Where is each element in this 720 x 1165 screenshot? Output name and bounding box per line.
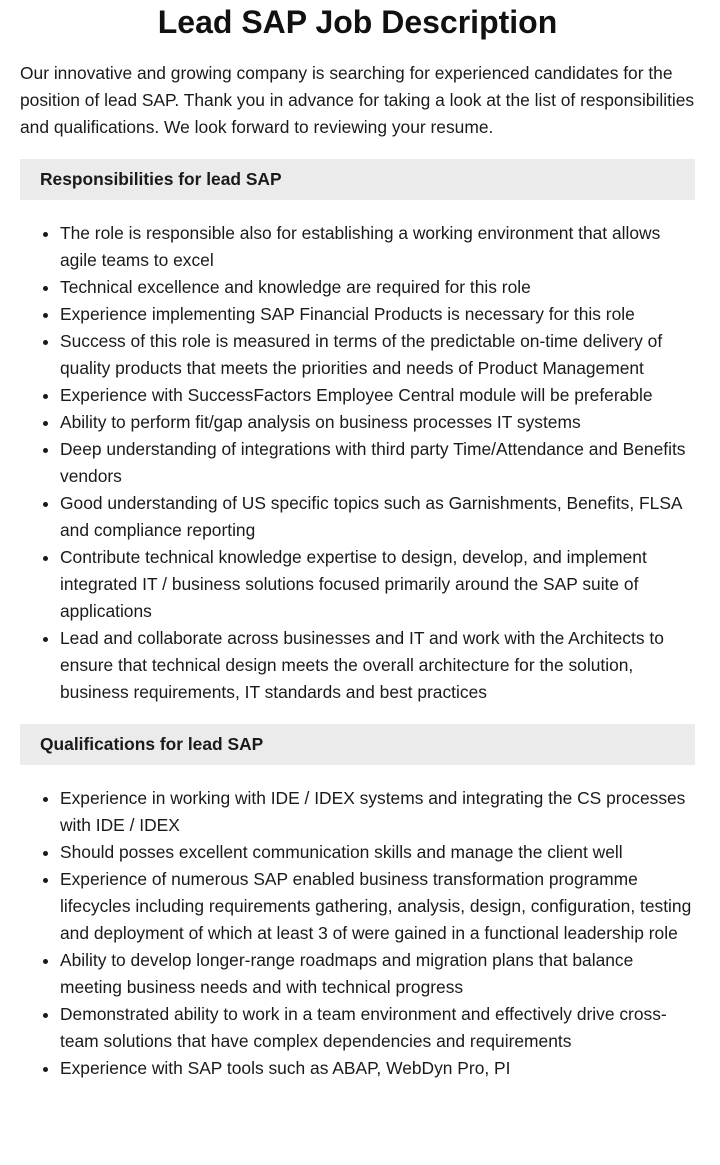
list-item: • Lead and collaborate across businesses and IT and work with the Architects to ensure that technical design meets the overall architecture for the solution, business requirements, IT standards and best practices [60,625,695,706]
page-title: Lead SAP Job Description [157,4,558,40]
intro-paragraph: Our innovative and growing company is searching for experienced candidates for the position of lead SAP. Thank you in advance for taking a look at the list of responsibilities and qualifications. We look forward to reviewing your resume. [20,63,695,137]
qualifications-list [20,785,695,1082]
list-item: • Success of this role is measured in terms of the predictable on-time delivery of quality products that meets the priorities and needs of Product Management [60,328,695,382]
list-item: • The role is responsible also for establishing a working environment that allows agile teams to excel [60,220,695,274]
responsibilities-heading: Responsibilities for lead SAP [20,159,695,200]
list-item: • Should posses excellent communication skills and manage the client well [60,839,695,866]
list-item: • Ability to perform fit/gap analysis on business processes IT systems [60,409,695,436]
list-item: • Ability to develop longer-range roadmaps and migration plans that balance meeting business needs and with technical progress [60,947,695,1001]
list-item: • Demonstrated ability to work in a team environment and effectively drive cross-team solutions that have complex dependencies and requirements [60,1001,695,1055]
responsibilities-list [20,220,695,706]
list-item: • Experience of numerous SAP enabled business transformation programme lifecycles including requirements gathering, analysis, design, configuration, testing and deployment of which at least 3 of were gained in a functional leadership role [60,866,695,947]
qualifications-heading: Qualifications for lead SAP [20,724,695,765]
list-item: • Experience implementing SAP Financial Products is necessary for this role [60,301,695,328]
list-item: • Technical excellence and knowledge are required for this role [60,274,695,301]
list-item: • Experience in working with IDE / IDEX systems and integrating the CS processes with IDE / IDEX [60,785,695,839]
list-item: • Contribute technical knowledge expertise to design, develop, and implement integrated IT / business solutions focused primarily around the SAP suite of applications [60,544,695,625]
list-item: • Deep understanding of integrations with third party Time/Attendance and Benefits vendors [60,436,695,490]
list-item: • Experience with SAP tools such as ABAP, WebDyn Pro, PI [60,1055,695,1082]
list-item: • Experience with SuccessFactors Employee Central module will be preferable [60,382,695,409]
list-item: • Good understanding of US specific topics such as Garnishments, Benefits, FLSA and compliance reporting [60,490,695,544]
